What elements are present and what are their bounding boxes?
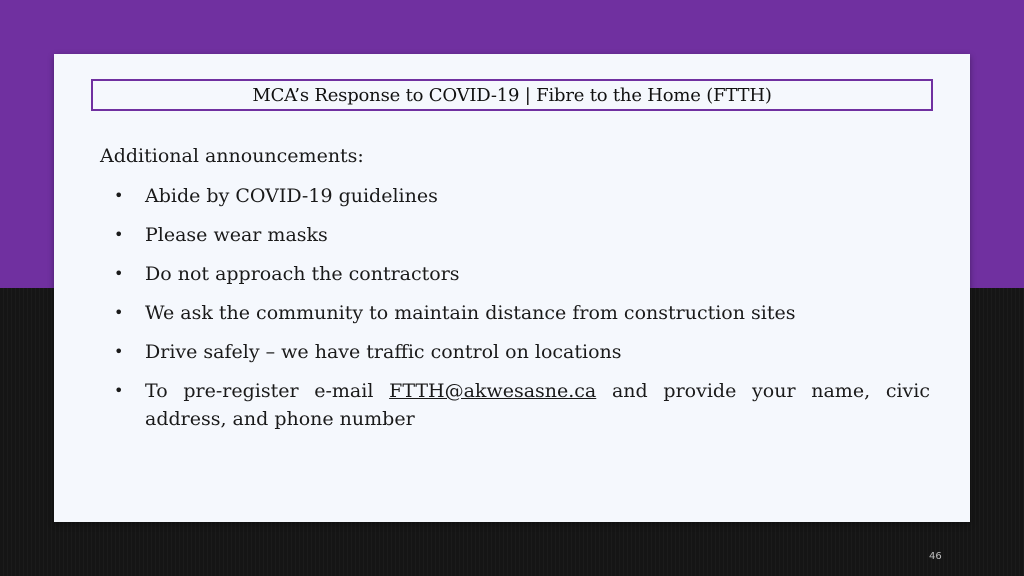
bullet-text: Please wear masks [145,224,328,246]
list-item [110,182,930,210]
slide-title: MCA’s Response to COVID-19 | Fibre to the Home (FTTH) [252,84,772,106]
title-box [91,79,933,111]
email-link[interactable]: FTTH@akwesasne.ca [389,380,597,402]
list-item [110,221,930,249]
register-text-before: To pre-register e-mail [145,380,390,402]
bullet-icon: • [114,225,124,244]
register-text-after: and provide your name, civic address, and phone number [145,380,930,430]
bullet-text: Drive safely – we have traffic control on locations [145,341,622,363]
bullet-icon: • [114,303,124,322]
intro-text: Additional announcements: [100,145,364,167]
bullet-icon: • [114,264,124,283]
list-item [110,338,930,366]
content-card [54,54,970,522]
bullet-text: We ask the community to maintain distance from construction sites [145,302,796,324]
list-item [110,260,930,288]
bullet-text: Do not approach the contractors [145,263,460,285]
list-item [110,299,930,327]
slide-number: 46 [929,551,942,562]
list-item-register [110,377,930,433]
bullet-text: Abide by COVID-19 guidelines [145,185,438,207]
bullet-icon: • [114,186,124,205]
bullet-icon: • [114,342,124,361]
bullet-icon: • [114,381,124,400]
announcement-list [110,182,930,444]
